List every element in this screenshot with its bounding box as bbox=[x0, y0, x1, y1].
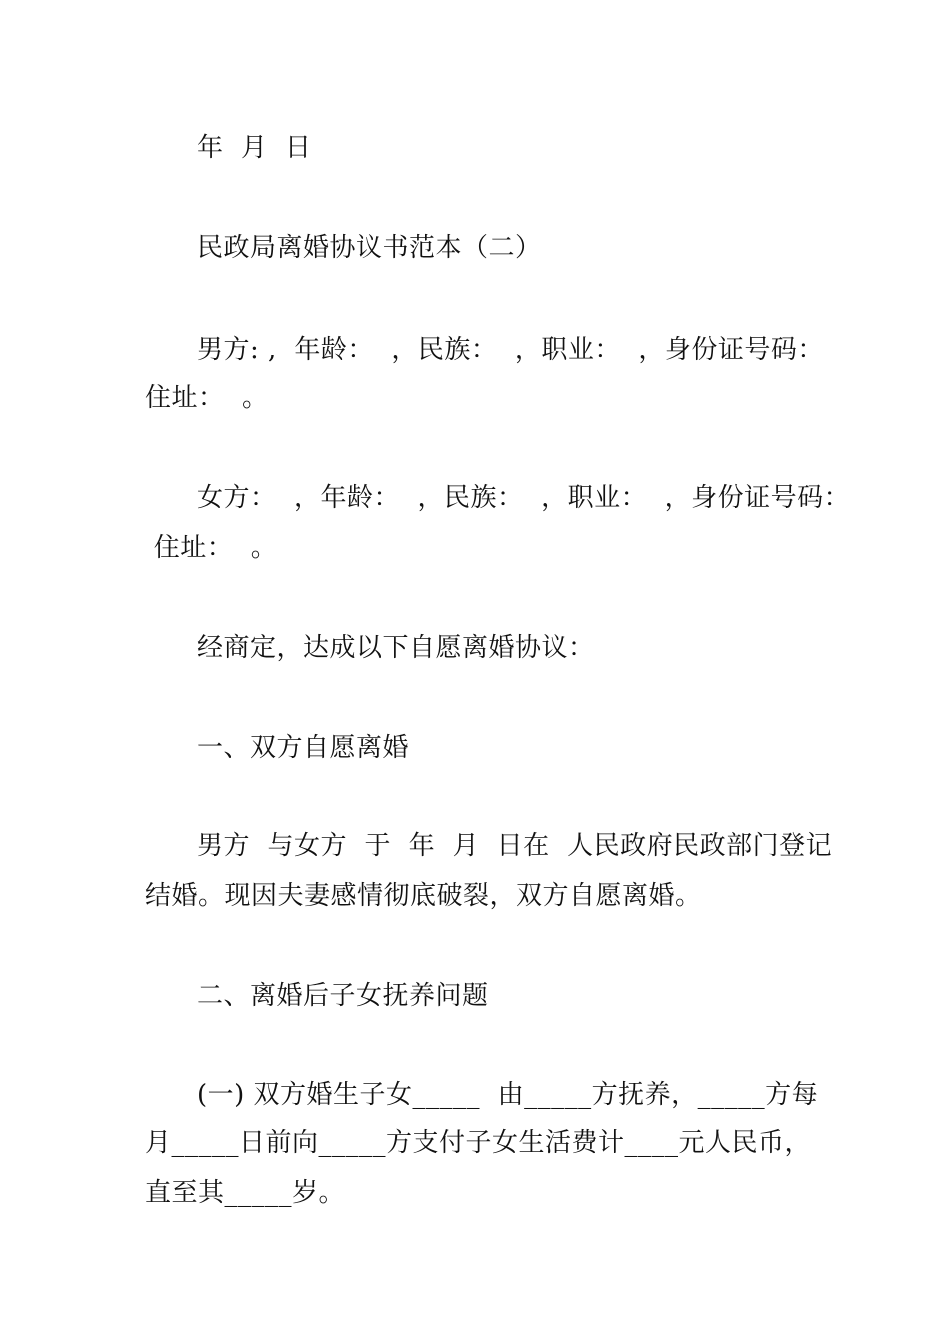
male-party-info-line2: 住址： 。 bbox=[145, 383, 269, 413]
document-title: 民政局离婚协议书范本（二） bbox=[197, 233, 542, 263]
section1-paragraph-line2: 结婚。现因夫妻感情彻底破裂，双方自愿离婚。 bbox=[145, 881, 702, 911]
female-party-info-line2: 住址： 。 bbox=[145, 533, 278, 563]
section2-item1-line2: 月_____日前向_____方支付子女生活费计____元人民币， bbox=[145, 1128, 812, 1158]
female-party-info-line1: 女方： ，年龄： ，民族： ，职业： ，身份证号码： bbox=[197, 483, 851, 513]
male-party-info-line1: 男方: , 年龄： ，民族： ，职业： ，身份证号码： bbox=[197, 335, 824, 365]
agreement-intro: 经商定，达成以下自愿离婚协议： bbox=[197, 633, 595, 663]
section2-item1-line1: (一) 双方婚生子女_____ 由_____方抚养，_____方每 bbox=[197, 1080, 819, 1110]
date-line: 年 月 日 bbox=[197, 133, 312, 163]
section1-paragraph-line1: 男方 与女方 于 年 月 日在 人民政府民政部门登记 bbox=[197, 831, 833, 861]
section2-item1-line3: 直至其_____岁。 bbox=[145, 1178, 346, 1208]
section1-heading: 一、双方自愿离婚 bbox=[197, 733, 410, 763]
section2-heading: 二、离婚后子女抚养问题 bbox=[197, 981, 489, 1011]
